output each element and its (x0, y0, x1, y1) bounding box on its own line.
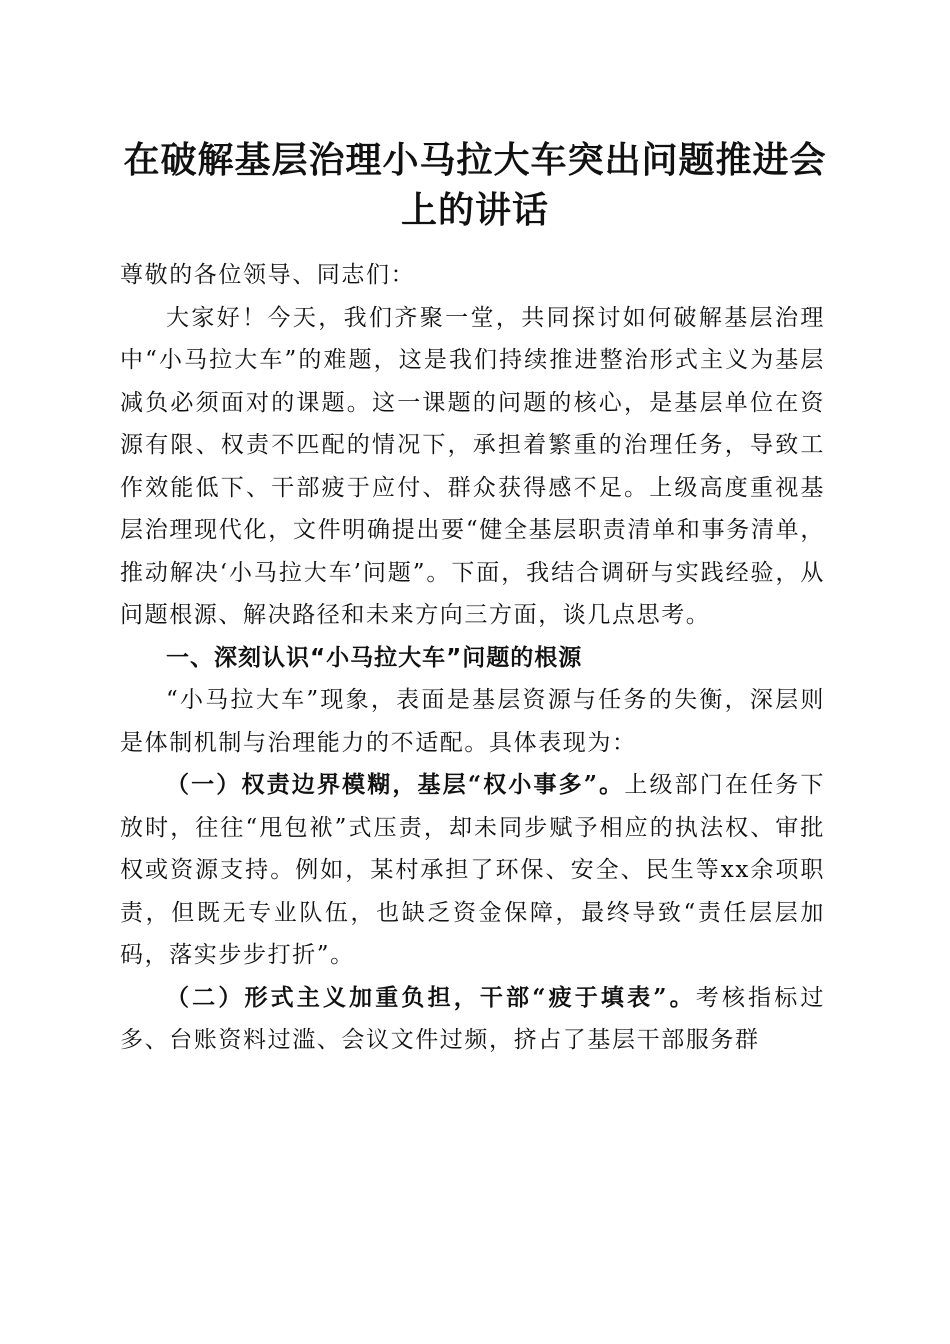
point-1-text: 上级部门在任务下放时，往往“甩包袱”式压责，却未同步赋予相应的执法权、审批权或资源支持。例如，某村承担了环保、安全、民生等xx余项职责，但既无专业队伍，也缺乏资金保障，最终导致“责任层层加码，落实步步打折”。 (120, 772, 826, 968)
section1-intro-paragraph: “小马拉大车”现象，表面是基层资源与任务的失衡，深层则是体制机制与治理能力的不适配。具体表现为： (120, 687, 825, 756)
point-2-title: （二）形式主义加重负担，干部“疲于填表”。 (166, 983, 696, 1011)
salutation: 尊敬的各位领导、同志们： (120, 262, 416, 288)
point-1-paragraph (120, 764, 825, 977)
point-2-paragraph (120, 977, 825, 1062)
document-title: 在破解基层治理小马拉大车突出问题推进会上的讲话 (123, 139, 827, 231)
intro-paragraph: 大家好！今天，我们齐聚一堂，共同探讨如何破解基层治理中“小马拉大车”的难题，这是我们持续推进整治形式主义为基层减负必须面对的课题。这一课题的问题的核心，是基层单位在资源有限、权责不匹配的情况下，承担着繁重的治理任务，导致工作效能低下、干部疲于应付、群众获得感不足。上级高度重视基层治理现代化，文件明确提出要“健全基层职责清单和事务清单，推动解决‘小马拉大车’问题”。下面，我结合调研与实践经验，从问题根源、解决路径和未来方向三方面，谈几点思考。 (120, 304, 825, 628)
document-body (120, 254, 825, 1062)
section-heading-1: 一、深刻认识“小马拉大车”问题的根源 (166, 644, 583, 671)
point-1-title: （一）权责边界模糊，基层“权小事多”。 (166, 771, 625, 798)
point-2-text: 考核指标过多、台账资料过滥、会议文件过频，挤占了基层干部服务群 (120, 984, 826, 1053)
